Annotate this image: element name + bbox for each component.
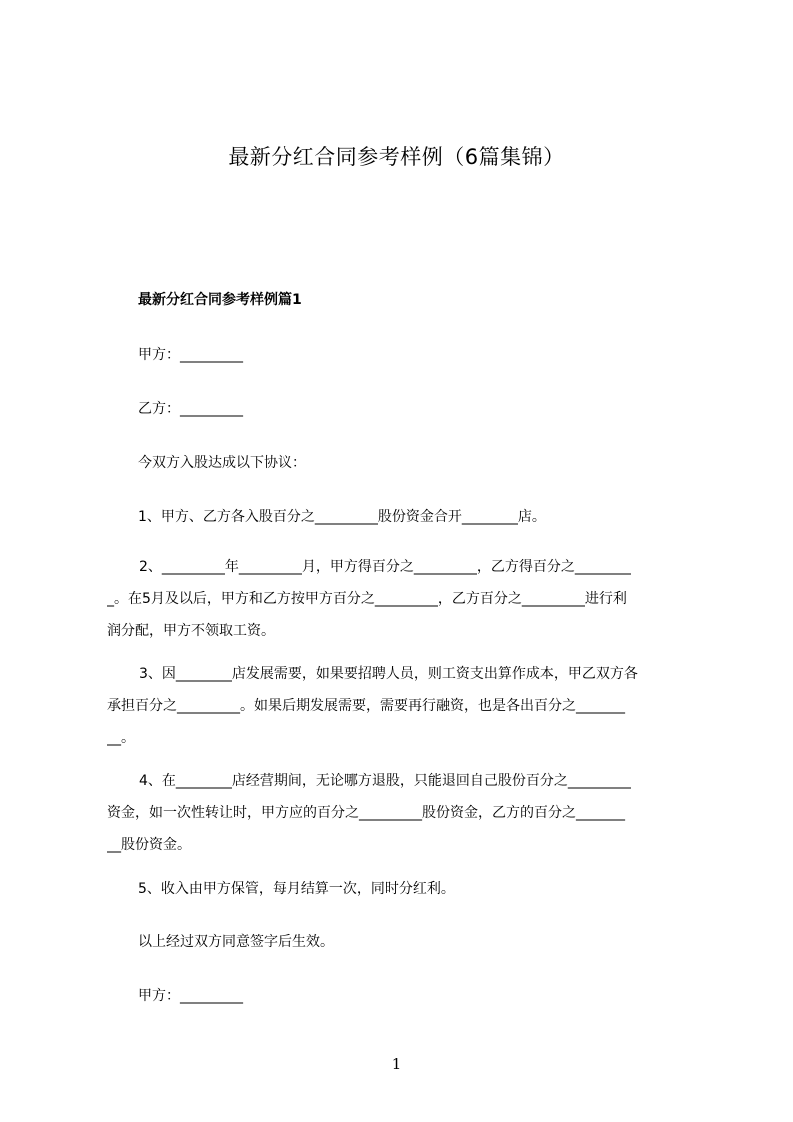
section-heading: 最新分红合同参考样例篇1 bbox=[138, 292, 302, 308]
clause-5: 5、收入由甲方保管，每月结算一次，同时分红利。 bbox=[138, 881, 455, 897]
signature-party-a: 甲方：_________ bbox=[138, 988, 243, 1004]
clause-2-line-2: _。在5月及以后，甲方和乙方按甲方百分之_________，乙方百分之_________进行利 bbox=[107, 591, 627, 607]
clause-4-line-1: 4、在________店经营期间，无论哪方退股，只能退回自己股份百分之_________ bbox=[139, 773, 631, 789]
clause-3-line-2: 承担百分之_________。如果后期发展需要，需要再行融资，也是各出百分之_______ bbox=[107, 698, 625, 714]
clause-3-line-3: __。 bbox=[107, 730, 135, 746]
clause-4-line-2: 资金，如一次性转让时，甲方应的百分之_________股份资金，乙方的百分之_______ bbox=[107, 805, 625, 821]
clause-4-line-3: __股份资金。 bbox=[107, 837, 191, 853]
clause-3 bbox=[107, 658, 707, 754]
party-b-line: 乙方：_________ bbox=[138, 401, 243, 417]
document-title: 最新分红合同参考样例（6篇集锦） bbox=[228, 145, 565, 169]
party-a-line: 甲方：_________ bbox=[138, 347, 243, 363]
clause-2 bbox=[107, 551, 707, 647]
clause-2-line-1: 2、_________年_________月，甲方得百分之_________，乙方得百分之________ bbox=[139, 559, 631, 575]
closing-statement: 以上经过双方同意签字后生效。 bbox=[138, 934, 334, 950]
clause-3-line-1: 3、因________店发展需要，如果要招聘人员，则工资支出算作成本，甲乙双方各 bbox=[139, 666, 638, 682]
clause-1: 1、甲方、乙方各入股百分之_________股份资金合开________店。 bbox=[138, 509, 546, 525]
clause-4 bbox=[107, 765, 707, 861]
page-number: 1 bbox=[391, 1055, 402, 1073]
agreement-intro: 今双方入股达成以下协议： bbox=[138, 455, 306, 471]
clause-2-line-3: 润分配，甲方不领取工资。 bbox=[107, 623, 275, 639]
